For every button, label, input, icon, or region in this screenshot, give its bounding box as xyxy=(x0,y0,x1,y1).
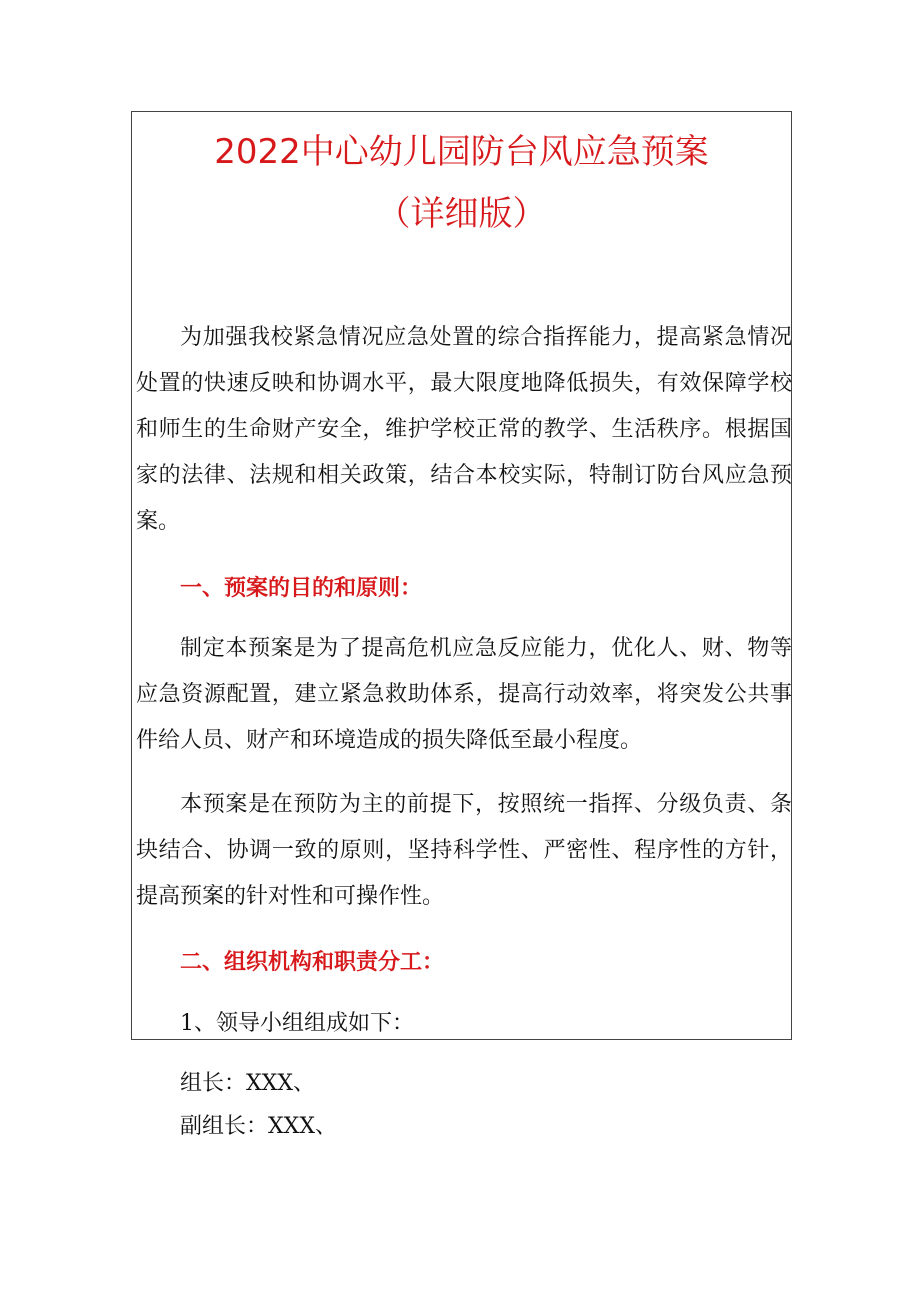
deputy-leader-line: 副组长：XXX、 xyxy=(180,1114,337,1139)
document-subtitle: （详细版） xyxy=(376,194,547,234)
group-leader-line: 组长：XXX、 xyxy=(180,1071,315,1096)
purpose-paragraph-2: 本预案是在预防为主的前提下，按照统一指挥、分级负责、条块结合、协调一致的原则，坚持科学性、严密性、程序性的方针，提高预案的针对性和可操作性。 xyxy=(136,792,792,909)
leadership-group-item: 1、领导小组组成如下： xyxy=(180,1011,414,1036)
section-heading-purpose: 一、预案的目的和原则： xyxy=(180,576,423,601)
document-title: 2022中心幼儿园防台风应急预案 xyxy=(214,132,709,172)
purpose-paragraph-1: 制定本预案是为了提高危机应急反应能力，优化人、财、物等应急资源配置，建立紧急救助体系，提高行动效率，将突发公共事件给人员、财产和环境造成的损失降低至最小程度。 xyxy=(136,636,792,753)
section-heading-organization: 二、组织机构和职责分工： xyxy=(180,950,445,975)
intro-paragraph: 为加强我校紧急情况应急处置的综合指挥能力，提高紧急情况处置的快速反映和协调水平，最大限度地降低损失，有效保障学校和师生的生命财产安全，维护学校正常的教学、生活秩序。根据国家的法律、法规和相关政策，结合本校实际，特制订防台风应急预案。 xyxy=(136,325,792,534)
